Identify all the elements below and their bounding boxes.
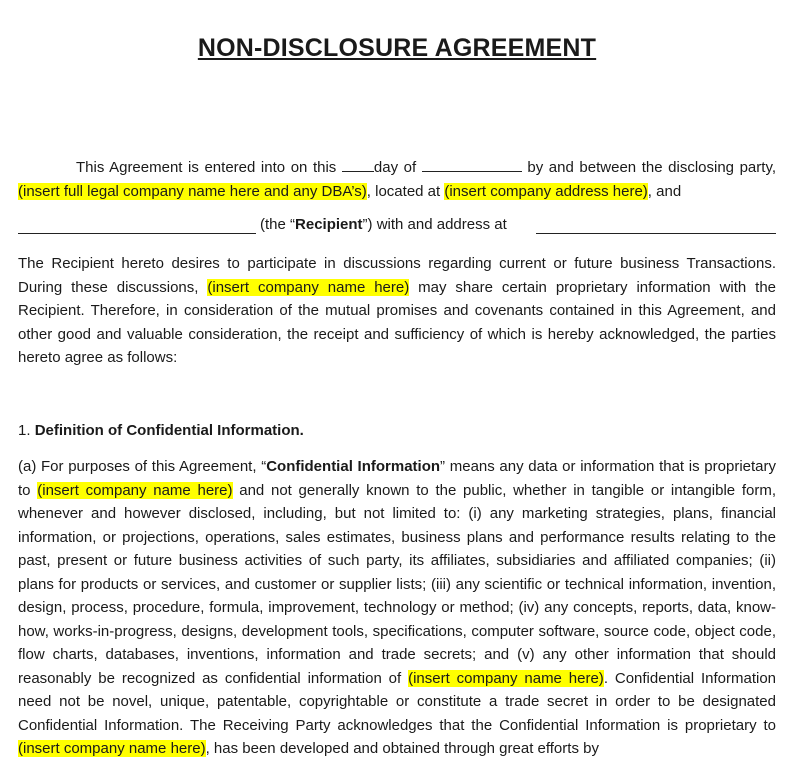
intro-text-3: by and between the disclosing party, — [527, 159, 776, 176]
recitals-paragraph: The Recipient hereto desires to participate in discussions regarding current or future business Transactions. During these discussions, (insert company name here) may share certain proprietary information with the Recipient. Therefore, in consideration of the mutual promises and covenants contained in this Agreement, and other good and valuable consideration, the receipt and sufficiency of which is hereby acknowledged, the parties hereto agree as follows: — [18, 255, 777, 366]
intro-paragraph — [18, 156, 776, 203]
placeholder-legal-company-name: (insert full legal company name here and any DBA’s) — [18, 182, 367, 200]
intro-text-2: day of — [373, 159, 417, 176]
recipient-name-blank[interactable] — [18, 216, 256, 234]
recipient-line — [18, 216, 776, 240]
recipient-address-blank[interactable] — [536, 216, 776, 234]
placeholder-company-name: (insert company name here) — [408, 669, 604, 687]
placeholder-company-address: (insert company address here) — [444, 182, 648, 200]
placeholder-company-name: (insert company name here) — [207, 278, 410, 296]
recipient-bold: Recipient — [295, 216, 363, 233]
confidential-information-term: Confidential Information — [266, 458, 441, 475]
intro-text-4: , located at — [366, 182, 441, 200]
section-number: 1. — [18, 422, 31, 439]
placeholder-company-name: (insert company name here) — [18, 740, 206, 757]
intro-text-1: This Agreement is entered into on this — [76, 159, 337, 176]
placeholder-company-name: (insert company name here) — [37, 481, 233, 499]
intro-text-5: , and — [647, 182, 682, 200]
section-title: Definition of Confidential Information. — [34, 422, 304, 439]
date-day-blank[interactable] — [342, 157, 374, 172]
date-month-blank[interactable] — [422, 157, 522, 172]
definition-paragraph-a: (a) For purposes of this Agreement, “Confidential Information” means any data or information that is proprietary to (insert company name here) and not generally known to the public, whether in tangible or intangible form, whenever and however disclosed, including, but not limited to: (i) any marketing strategies, plans, financial information, or projections, operations, sales estimates, business plans and performance results relating to the past, present or future business activities of such party, its affiliates, subsidiaries and affiliated companies; (ii) plans for products or services, and customer or supplier lists; (iii) any scientific or technical information, invention, design, process, procedure, formula, improvement, technology or method; (iv) any concepts, reports, data, know-how, works-in-progress, designs, development tools, specifications, computer software, source code, object code, flow charts, databases, inventions, information and trade secrets; and (v) any other information that should reasonably be recognized as confidential information of (insert company name here). Confidential Information need not be novel, unique, patentable, copyrightable or constitute a trade secret in order to be designated Confidential Information. The Receiving Party acknowledges that the Confidential Information is proprietary to (insert company name here), has been developed and obtained through great efforts by — [18, 458, 777, 757]
recipient-label: (the “Recipient”) with and address at — [260, 216, 507, 233]
section-1-heading — [18, 419, 776, 443]
document-title: NON-DISCLOSURE AGREEMENT — [197, 34, 597, 62]
